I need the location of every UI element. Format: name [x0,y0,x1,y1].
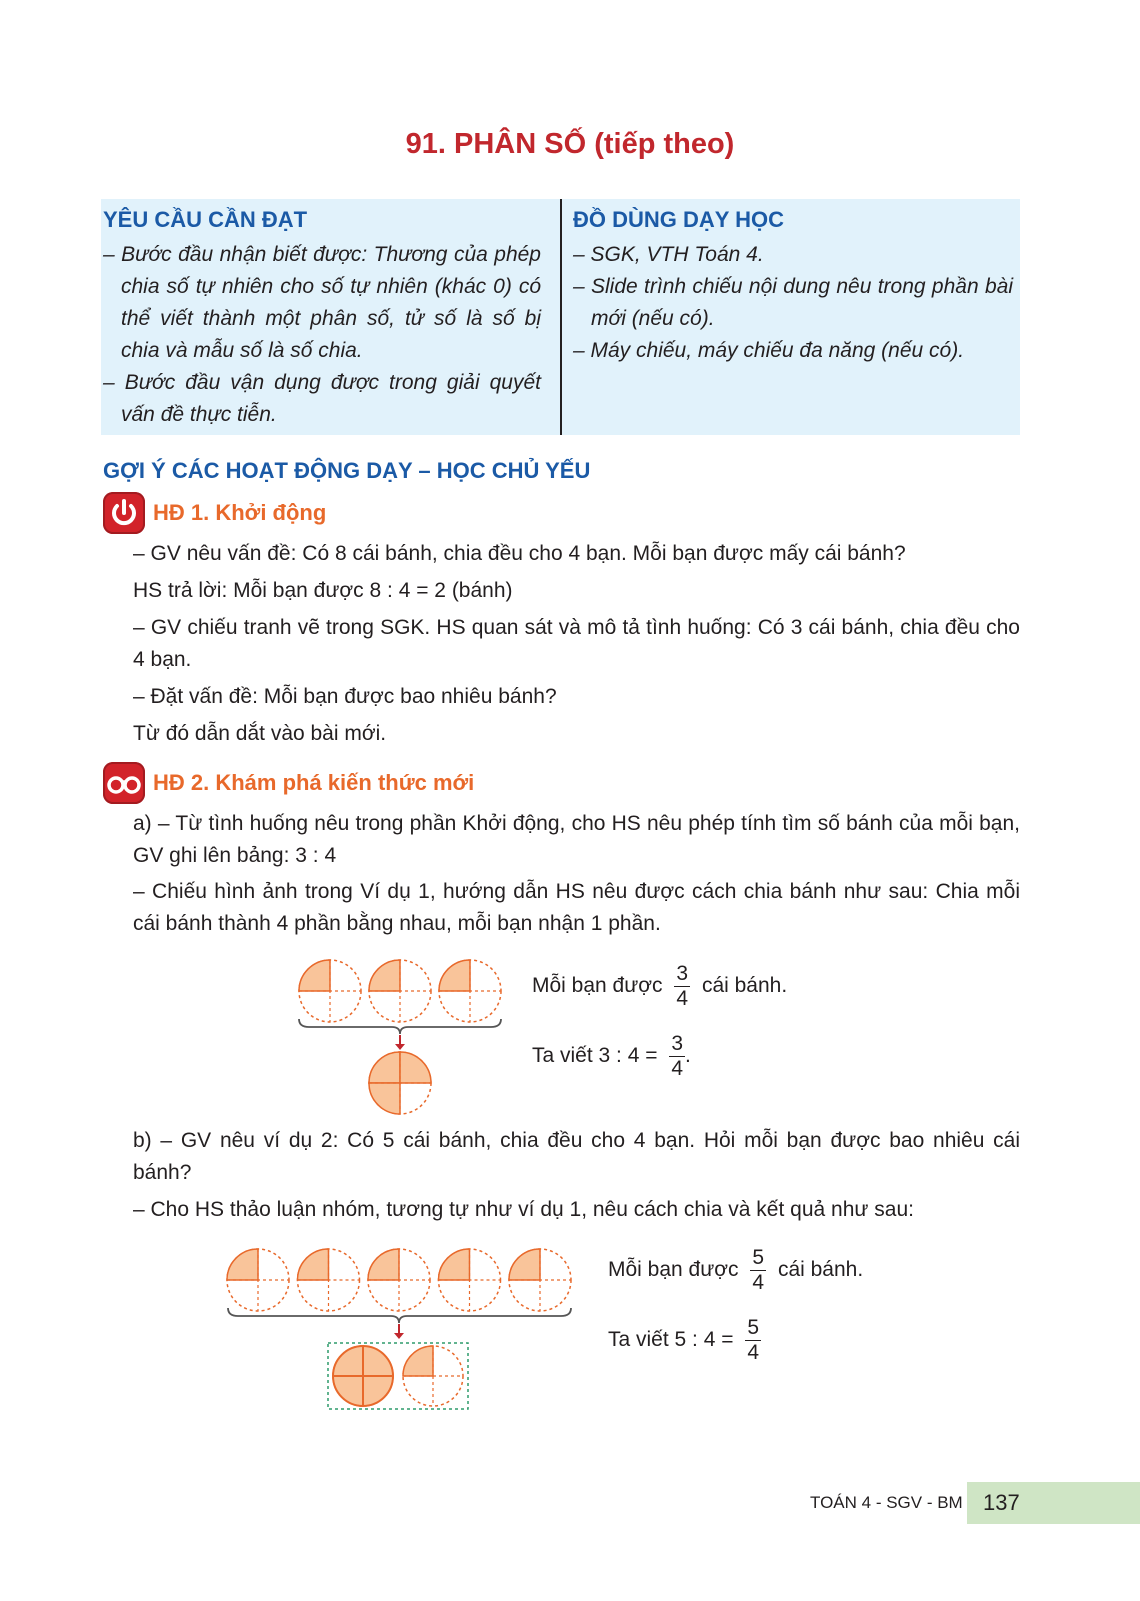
page-number-box [967,1482,1140,1524]
fraction-numerator: 5 [747,1316,760,1339]
hd1-paragraph: – Đặt vấn đề: Mỗi bạn được bao nhiêu bánh? [133,685,557,708]
cake [368,1249,430,1311]
fraction-numerator: 5 [752,1246,765,1269]
result-cake [403,1346,463,1406]
requirement-item: – Bước đầu vận dụng được trong giải quyết vấn đề thực tiễn. [103,371,541,426]
cake [299,960,361,1022]
example1-cake-figure [296,955,516,1120]
example1-equation-prefix: Ta viết 3 : 4 = [532,1044,658,1068]
example2-result-suffix: cái bánh. [777,1258,864,1282]
hd1-paragraph: Từ đó dẫn dắt vào bài mới. [133,722,387,745]
footer-label: TOÁN 4 - SGV - BM [810,1493,963,1512]
example1-result [532,962,787,1011]
column-divider [560,199,562,435]
fraction-denominator: 4 [752,1271,765,1294]
example2-result [608,1246,863,1295]
material-item: – Máy chiếu, máy chiếu đa năng (nếu có). [573,339,965,362]
hd1-paragraph: – GV chiếu tranh vẽ trong SGK. HS quan sát và mô tả tình huống: Có 3 cái bánh, chia đều cho 4 bạn. [133,616,1020,671]
hd1-paragraph: – GV nêu vấn đề: Có 8 cái bánh, chia đều cho 4 bạn. Mỗi bạn được mấy cái bánh? [133,542,906,565]
hd1-heading [103,492,326,534]
hd2-paragraph: – Chiếu hình ảnh trong Ví dụ 1, hướng dẫn HS nêu được cách chia bánh như sau: Chia mỗi cái bánh thành 4 phần bằng nhau, mỗi bạn nhận 1 phần. [133,880,1020,935]
cake [509,1249,571,1311]
fraction-denominator: 4 [676,987,689,1010]
result-cake [369,1052,431,1114]
down-arrow-icon [394,1324,404,1339]
cake [439,1249,501,1311]
example1-result-prefix: Mỗi bạn được [532,974,663,998]
requirements-column [103,207,541,431]
page-number: 137 [983,1490,1020,1515]
requirement-item: – Bước đầu nhận biết được: Thương của phép chia số tự nhiên cho số tự nhiên (khác 0) có thể viết thành một phân số, tử số là số bị chia và mẫu số là số chia. [103,243,541,362]
cake [369,960,431,1022]
example2-cake-figure [226,1244,591,1444]
example2-result-prefix: Mỗi bạn được [608,1258,739,1282]
requirements-heading: YÊU CẦU CẦN ĐẠT [103,207,308,232]
example1-fraction [674,962,690,1011]
page-title: 91. PHÂN SỐ (tiếp theo) [405,128,735,160]
example2-equation-prefix: Ta viết 5 : 4 = [608,1328,734,1352]
material-item: – Slide trình chiếu nội dung nêu trong phần bài mới (nếu có). [573,275,1013,330]
hd2-heading [103,762,474,804]
fraction-denominator: 4 [747,1341,760,1364]
example2-equation [608,1316,761,1365]
hd1-title: HĐ 1. Khởi động [153,500,327,525]
example1-equation-suffix: . [685,1044,691,1068]
example1-result-suffix: cái bánh. [701,974,788,998]
cake [298,1249,360,1311]
cake [227,1249,289,1311]
example2-equation-fraction [745,1316,761,1365]
binoculars-icon [103,762,145,804]
fraction-numerator: 3 [671,1032,684,1055]
power-icon [103,492,145,534]
hd2-paragraph-b: b) – GV nêu ví dụ 2: Có 5 cái bánh, chia đều cho 4 bạn. Hỏi mỗi bạn được bao nhiêu cái bánh? [133,1129,1020,1184]
hd2-paragraph-b: – Cho HS thảo luận nhóm, tương tự như ví dụ 1, nêu cách chia và kết quả như sau: [133,1198,914,1221]
cake [439,960,501,1022]
fraction-denominator: 4 [671,1057,684,1080]
result-cake [333,1346,393,1406]
objectives-box [101,199,1020,435]
materials-heading: ĐỒ DÙNG DẠY HỌC [573,207,785,232]
section-title: GỢI Ý CÁC HOẠT ĐỘNG DẠY – HỌC CHỦ YẾU [103,458,591,483]
example1-equation-fraction [669,1032,685,1081]
material-item: – SGK, VTH Toán 4. [573,243,764,266]
down-arrow-icon [395,1035,405,1050]
materials-column [573,207,1013,367]
hd2-paragraph: a) – Từ tình huống nêu trong phần Khởi động, cho HS nêu phép tính tìm số bánh của mỗi bạn, GV ghi lên bảng: 3 : 4 [133,812,1020,867]
hd1-paragraph: HS trả lời: Mỗi bạn được 8 : 4 = 2 (bánh) [133,579,513,602]
hd2-title: HĐ 2. Khám phá kiến thức mới [153,770,475,795]
example1-equation [532,1032,691,1081]
fraction-numerator: 3 [676,962,689,985]
example2-fraction [750,1246,766,1295]
